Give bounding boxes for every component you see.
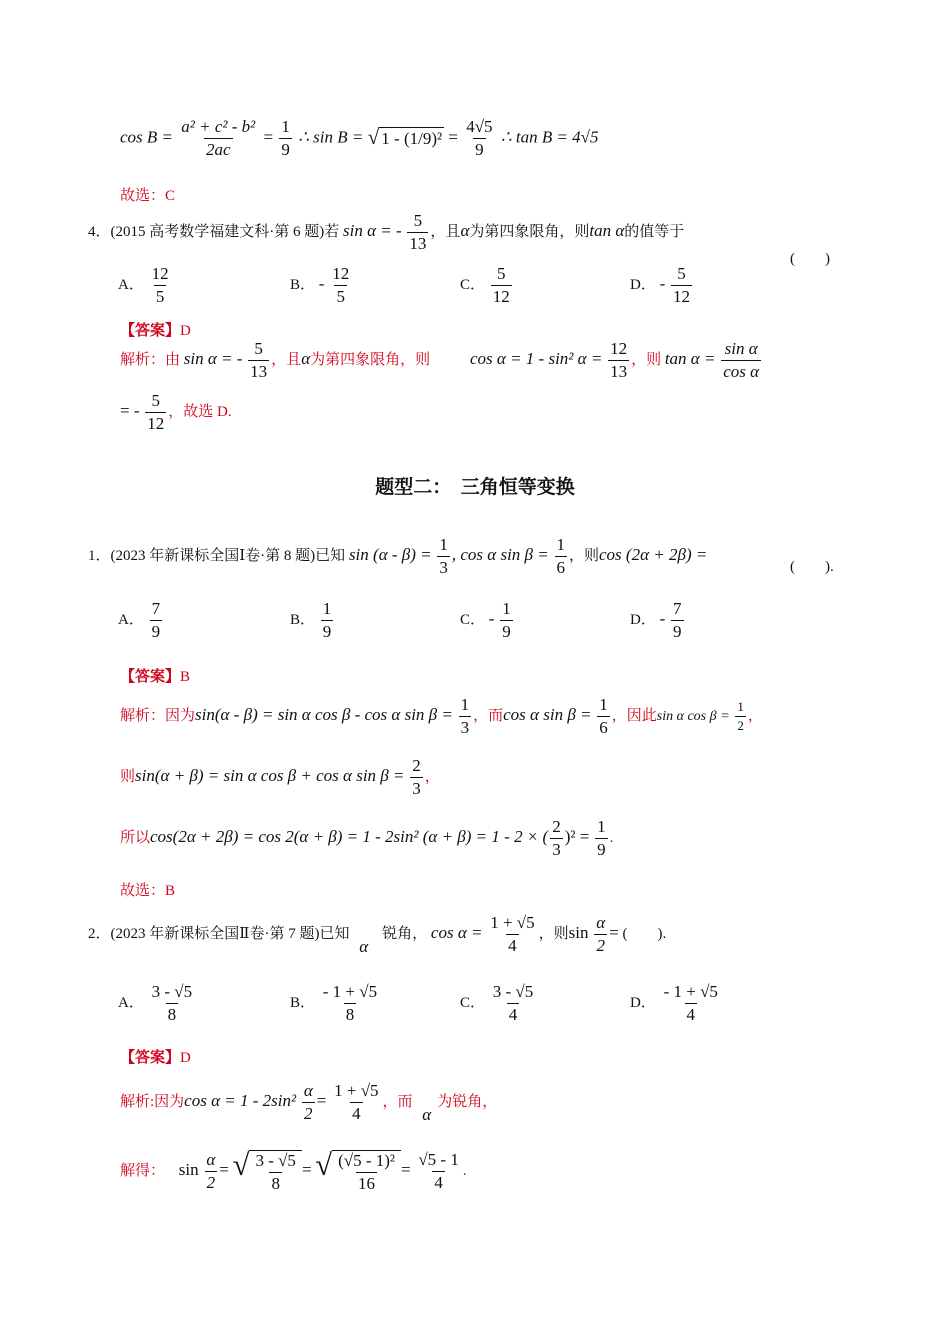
p2-option-d: D． $\frac{- 1 + √5}{4}$ xyxy=(630,982,718,1024)
p2-option-a: A． $\frac{3 - √5}{8}$ xyxy=(118,982,193,1024)
p1-solution-2: 则sin(α + β) = sin α cos β + cos α sin β = $\frac{2}{3}$ ， xyxy=(120,756,440,798)
p1-solution-3: 所以cos(2α + 2β) = cos 2(α + β) = 1 - 2sin² (α + β) = 1 - 2 × ( $\frac{2}{3}$ )² = $\frac{1}{9}$ . xyxy=(120,817,614,859)
p2-option-b: B． $\frac{- 1 + √5}{8}$ xyxy=(290,982,378,1024)
p2-solution-1: 解析:因为cos α = 1 - 2sin² $\frac{\alpha}{2}$ = $\frac{1 + √5}{4}$ ，而 α为锐角， xyxy=(120,1081,498,1124)
p2-answer: 【答案】D xyxy=(120,1048,191,1066)
top-select: 故选：C xyxy=(120,188,176,204)
p1-answer: 【答案】B xyxy=(120,667,191,685)
p1-option-c: C． - $\frac{1}{9}$ xyxy=(460,599,511,641)
p1-solution-1: 解析：因为sin(α - β) = sin α cos β - cos α sin β = $\frac{1}{3}$ ，而cos α sin β = $\frac{1}{6}$ ，因此sin α cos β = $\frac{1}{2}$ ， xyxy=(120,695,763,737)
q4-paren: ( ) xyxy=(790,251,830,267)
p1-option-a: A． $\frac{7}{9}$ xyxy=(118,599,161,641)
q4-solution-line1: 解析：由 sin α = - $\frac{5}{13}$ ，且α为第四象限角，则 xyxy=(120,339,431,381)
q4-solution-cos: cos α = 1 - sin² α = $\frac{12}{13}$ ，则 tan α = $\frac{\text{sin α}}{\text{cos α}}$ xyxy=(470,339,760,381)
cosB-fraction: $\frac{\text{a² + c² - b²}}{2ac}$ xyxy=(181,117,256,159)
q4-answer: 【答案】D xyxy=(120,321,191,339)
q4-option-b: B． - $\frac{12}{5}$ xyxy=(290,264,350,306)
p2-solution-2: 解得： sin $\frac{\alpha}{2}$ = √ $\frac{3 - √5}{8}$ = √ $\frac{\text{(√5 - 1)²}}{16}$ = $\frac{√5 - 1}{4}$ . xyxy=(120,1148,467,1193)
q4-solution-line2: = - $\frac{5}{12}$ ，故选 D. xyxy=(120,391,232,433)
section-title: 题型二： 三角恒等变换 xyxy=(375,476,575,498)
p2-option-c: C． $\frac{3 - √5}{4}$ xyxy=(460,982,534,1024)
p2-stem: 2．(2023 年新课标全国Ⅱ卷·第 7 题)已知 α锐角， cos α = $\frac{1 + √5}{4}$ ，则sin $\frac{\alpha}{2}$ = ( ). xyxy=(88,913,667,956)
q4-stem: 4．(2015 高考数学福建文科·第 6 题)若 sin α = - $\frac{5}{13}$ ，且α为第四象限角，则tan α的值等于 xyxy=(88,211,685,253)
p1-paren: ( ). xyxy=(790,559,834,575)
p1-stem: 1．(2023 年新课标全国Ⅰ卷·第 8 题)已知 sin (α - β) = $\frac{1}{3}$ , cos α sin β = $\frac{1}{6}$ ，则cos (2α + 2β) = xyxy=(88,535,708,577)
p1-option-b: B． $\frac{1}{9}$ xyxy=(290,599,332,641)
q4-option-c: C． $\frac{5}{12}$ xyxy=(460,264,510,306)
top-formula: cos B = $\frac{\text{a² + c² - b²}}{2ac}$ = $\frac{1}{9}$ ∴ sin B = √ 1 - (1/9)² = $\frac{4√5}{9}$ ∴ tan B = 4√5 xyxy=(120,117,599,159)
p1-select: 故选：B xyxy=(120,883,176,899)
q4-option-a: A． $\frac{12}{5}$ xyxy=(118,264,169,306)
p1-option-d: D． - $\frac{7}{9}$ xyxy=(630,599,682,641)
q4-option-d: D． - $\frac{5}{12}$ xyxy=(630,264,691,306)
sqrt-expression: √ 1 - (1/9)² xyxy=(367,125,443,150)
